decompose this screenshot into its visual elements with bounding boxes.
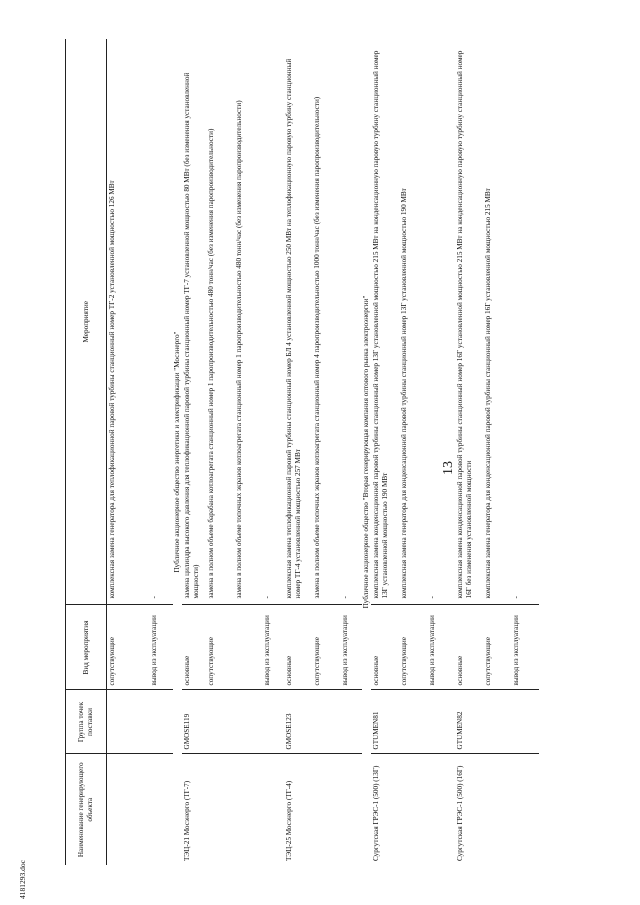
gtp-code bbox=[206, 690, 234, 754]
measure-kind: сопутствующие bbox=[483, 605, 511, 690]
table-body bbox=[107, 39, 540, 865]
gtp-code bbox=[511, 690, 539, 754]
table-row bbox=[340, 39, 362, 865]
table-row bbox=[399, 39, 427, 865]
header-kind: Вид мероприятия bbox=[66, 605, 107, 690]
generator-name bbox=[262, 754, 284, 865]
table-row bbox=[284, 39, 312, 865]
generator-name bbox=[149, 754, 173, 865]
table-row bbox=[107, 39, 150, 865]
measure-description: - bbox=[428, 596, 436, 599]
measure-description: комплексная замена теплофикационной паровой турбины станционный номер БЛ 4 установленной мощностью 250 МВт на теплофикационную паровую турбину станционный номер ТГ-4 установленной мощностью 257 МВт bbox=[285, 58, 302, 599]
measure-kind: вывод из эксплуатации bbox=[149, 605, 173, 690]
measure-description: - bbox=[341, 596, 349, 599]
gtp-code bbox=[234, 690, 262, 754]
table-row bbox=[206, 39, 234, 865]
table-row bbox=[483, 39, 511, 865]
organization-row bbox=[173, 39, 182, 865]
gtp-code bbox=[340, 690, 362, 754]
page-number: 13 bbox=[441, 461, 456, 475]
measure-kind: основные bbox=[371, 605, 399, 690]
table-row bbox=[371, 39, 399, 865]
generator-name bbox=[312, 754, 340, 865]
table-row bbox=[182, 39, 206, 865]
table-row bbox=[262, 39, 284, 865]
generator-name: ТЭЦ-25 Мосэнерго (ТГ-4) bbox=[284, 754, 312, 865]
measure-kind: вывод из эксплуатации bbox=[427, 605, 455, 690]
measure-description: комплексная замена конденсационной паровой турбины станционный номер 16Г установленной мощностью 215 МВт на конденсационную паровую турбину станционный номер 16Г без изменения установленной мощности bbox=[456, 50, 473, 599]
gtp-code bbox=[427, 690, 455, 754]
measure-kind: основные bbox=[455, 605, 483, 690]
measure-description: - bbox=[512, 596, 520, 599]
gtp-code bbox=[262, 690, 284, 754]
measure-kind bbox=[234, 605, 262, 690]
gtp-code: GMOSE123 bbox=[284, 690, 312, 754]
measure-description: замена в полном объеме барабана котлоагрегата станционный номер 1 паропроизводительностью 480 тонн/час (без изменения паропроизводительности) bbox=[207, 128, 215, 599]
generator-name: ТЭЦ-21 Мосэнерго (ТГ-7) bbox=[182, 754, 206, 865]
generator-name bbox=[340, 754, 362, 865]
generator-name bbox=[234, 754, 262, 865]
table-row bbox=[234, 39, 262, 865]
measure-description: комплексная замена генератора для конденсационной паровой турбины станционный номер 16Г установленной мощностью 215 МВт bbox=[484, 188, 492, 599]
measure-description: замена цилиндра высокого давления для теплофикационной паровой турбины станционный номер ТГ-7 установленной мощностью 80 МВт (без изменения установленной мощности) bbox=[183, 72, 200, 599]
generator-name bbox=[427, 754, 455, 865]
header-gtp: Группа точек поставки bbox=[66, 690, 107, 754]
measure-description: комплексная замена конденсационной паровой турбины станционный номер 13Г установленной мощностью 215 МВт на конденсационную паровую турбину станционный номер 13Г установленной мощностью 190 МВт bbox=[372, 50, 389, 599]
gtp-code: GTUMEN81 bbox=[371, 690, 399, 754]
measure-kind: вывод из эксплуатации bbox=[511, 605, 539, 690]
generator-name bbox=[206, 754, 234, 865]
document-filename: 4181293.doc bbox=[18, 860, 27, 899]
generator-name bbox=[483, 754, 511, 865]
gtp-code bbox=[483, 690, 511, 754]
measure-description: замена в полном объеме топочных экранов котлоагрегата станционный номер 4 паропроизводительностью 1000 тонн/час (без изменения паропроизводительности) bbox=[313, 96, 321, 599]
generator-name: Сургутская ГРЭС-1 (500) (13Г) bbox=[371, 754, 399, 865]
measure-description: замена в полном объеме топочных экранов котлоагрегата станционный номер 1 паропроизводительностью 480 тонн/час (без изменения паропроизводительности) bbox=[235, 100, 243, 599]
measure-kind: вывод из эксплуатации bbox=[340, 605, 362, 690]
measures-table bbox=[65, 39, 539, 865]
table-row bbox=[455, 39, 483, 865]
gtp-code bbox=[107, 690, 150, 754]
header-generator: Наименование генерирующего объекта bbox=[66, 754, 107, 865]
measure-description: комплексная замена генератора для теплофикационной паровой турбины станционный номер ТГ-2 установленной мощностью 126 МВт bbox=[108, 180, 116, 599]
generator-name bbox=[399, 754, 427, 865]
measure-description: комплексная замена генератора для конденсационной паровой турбины станционный номер 13Г установленной мощностью 190 МВт bbox=[400, 188, 408, 599]
organization-row bbox=[362, 39, 371, 865]
measure-kind: основные bbox=[284, 605, 312, 690]
table-row bbox=[427, 39, 455, 865]
measure-kind: вывод из эксплуатации bbox=[262, 605, 284, 690]
organization-name: Публичное акционерное общество "Вторая генерирующая компания оптового рынка электроэнергии" bbox=[362, 295, 370, 609]
generator-name: Сургутская ГРЭС-1 (500) (16Г) bbox=[455, 754, 483, 865]
measure-description: - bbox=[150, 596, 158, 599]
gtp-code bbox=[149, 690, 173, 754]
measure-kind: сопутствующие bbox=[107, 605, 150, 690]
measure-description: - bbox=[263, 596, 271, 599]
header-action: Мероприятие bbox=[66, 39, 107, 605]
gtp-code bbox=[312, 690, 340, 754]
measure-kind: сопутствующие bbox=[399, 605, 427, 690]
measure-kind: основные bbox=[182, 605, 206, 690]
table-row bbox=[511, 39, 539, 865]
gtp-code: GTUMEN82 bbox=[455, 690, 483, 754]
organization-name: Публичное акционерное общество энергетики и электрификации "Мосэнерго" bbox=[173, 331, 181, 573]
table-row bbox=[149, 39, 173, 865]
gtp-code bbox=[399, 690, 427, 754]
generator-name bbox=[107, 754, 150, 865]
table-row bbox=[312, 39, 340, 865]
measure-kind: сопутствующие bbox=[206, 605, 234, 690]
measure-kind: сопутствующие bbox=[312, 605, 340, 690]
gtp-code: GMOSE119 bbox=[182, 690, 206, 754]
generator-name bbox=[511, 754, 539, 865]
table-header-row bbox=[66, 39, 107, 865]
